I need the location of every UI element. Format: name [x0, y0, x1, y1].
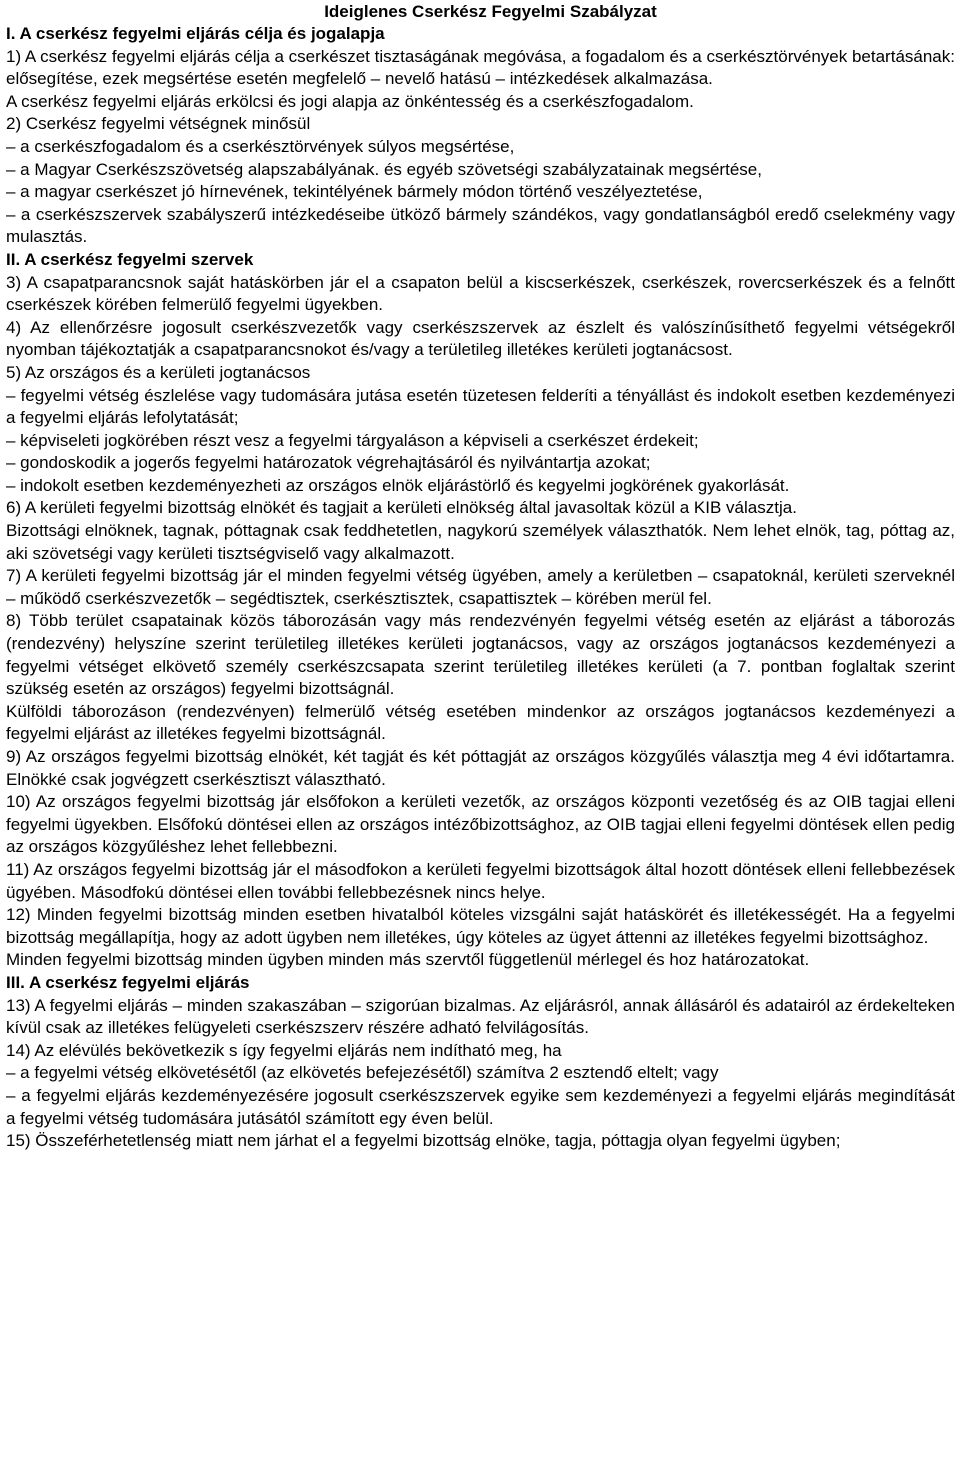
- paragraph: – képviseleti jogkörében részt vesz a fegyelmi tárgyaláson a képviseli a cserkészet érdekeit;: [6, 430, 699, 450]
- paragraph: – a fegyelmi eljárás kezdeményezésére jogosult cserkészszervek egyike sem kezdeményezi a fegyelmi eljárás megindítását a fegyelmi vétség tudomására jutásától számított egy éven belül.: [6, 1085, 955, 1128]
- document-body: [6, 23, 955, 1153]
- paragraph: 5) Az országos és a kerületi jogtanácsos: [6, 362, 311, 382]
- paragraph: – indokolt esetben kezdeményezheti az országos elnök eljárástörlő és kegyelmi jogkörének gyakorlását.: [6, 475, 790, 495]
- paragraph: 2) Cserkész fegyelmi vétségnek minősül: [6, 114, 311, 134]
- paragraph: 15) Összeférhetetlenség miatt nem járhat el a fegyelmi bizottság elnöke, tagja, póttagja olyan fegyelmi ügyben;: [6, 1131, 841, 1151]
- paragraph: Külföldi táborozáson (rendezvényen) felmerülő vétség esetében mindenkor az országos jogtanácsos kezdeményezi a fegyelmi eljárást az illetékes fegyelmi bizottságnál.: [6, 701, 955, 744]
- paragraph: 11) Az országos fegyelmi bizottság jár el másodfokon a kerületi fegyelmi bizottságok által hozott döntések elleni fellebbezések ügyében. Másodfokú döntései ellen további fellebbezésnek nincs helye.: [6, 859, 955, 902]
- paragraph: 4) Az ellenőrzésre jogosult cserkészvezetők vagy cserkészszervek az észlelt és valószínűsíthető fegyelmi vétségekről nyomban tájékoztatják a csapatparancsnokot és/vagy a területileg illetékes kerületi jogtanácsost.: [6, 317, 955, 360]
- paragraph: Bizottsági elnöknek, tagnak, póttagnak csak feddhetetlen, nagykorú személyek választhatók. Nem lehet elnök, tag, póttag az, aki szövetségi vagy kerületi tisztségviselő vagy alkalmazott.: [6, 521, 955, 563]
- paragraph: 10) Az országos fegyelmi bizottság jár elsőfokon a kerületi vezetők, az országos központi vezetőség és az OIB tagjai elleni fegyelmi ügyekben. Elsőfokú döntései ellen az országos intézőbizottsághoz, az OIB tagjai elleni fegyelmi döntések ellen pedig az országos közgyűléshez lehet fellebbezni.: [6, 792, 955, 857]
- paragraph: – a Magyar Cserkészszövetség alapszabályának. és egyéb szövetségi szabályzatainak megsértése,: [6, 159, 762, 179]
- paragraph: – a fegyelmi vétség elkövetésétől (az elkövetés befejezésétől) számítva 2 esztendő eltelt; vagy: [6, 1063, 719, 1083]
- paragraph: – a magyar cserkészet jó hírnevének, tekintélyének bármely módon történő veszélyeztetése,: [6, 182, 703, 202]
- paragraph: Minden fegyelmi bizottság minden ügyben minden más szervtől függetlenül mérlegel és hoz határozatokat.: [6, 950, 810, 970]
- section-heading: I. A cserkész fegyelmi eljárás célja és jogalapja: [6, 24, 385, 43]
- paragraph: – a cserkészfogadalom és a cserkésztörvények súlyos megsértése,: [6, 136, 515, 156]
- paragraph: 7) A kerületi fegyelmi bizottság jár el minden fegyelmi vétség ügyében, amely a kerületben – csapatoknál, kerületi szerveknél – működő cserkészvezetők – segédtisztek, cserkésztisztek, csapattisztek – körében merül fel.: [6, 566, 955, 608]
- paragraph: 12) Minden fegyelmi bizottság minden esetben hivatalból köteles vizsgálni saját hatáskörét és illetékességét. Ha a fegyelmi bizottság megállapítja, hogy az adott ügyben nem illetékes, úgy köteles az ügyet áttenni az illetékes fegyelmi bizottsághoz.: [6, 905, 955, 947]
- paragraph: A cserkész fegyelmi eljárás erkölcsi és jogi alapja az önkéntesség és a cserkészfogadalom.: [6, 91, 694, 111]
- paragraph: 13) A fegyelmi eljárás – minden szakaszában – szigorúan bizalmas. Az eljárásról, annak állásáról és adatairól az érdekelteken kívül csak az illetékes felügyeleti cserkészszerv részére adható felvilágosítás.: [6, 995, 955, 1038]
- paragraph: – fegyelmi vétség észlelése vagy tudomására jutása esetén tüzetesen felderíti a tényállást és indokolt esetben kezdeményezi a fegyelmi eljárás lefolytatását;: [6, 385, 955, 428]
- document-title: Ideiglenes Cserkész Fegyelmi Szabályzat: [324, 2, 657, 21]
- section-heading: II. A cserkész fegyelmi szervek: [6, 249, 254, 269]
- paragraph: – gondoskodik a jogerős fegyelmi határozatok végrehajtásáról és nyilvántartja azokat;: [6, 453, 651, 473]
- paragraph: 9) Az országos fegyelmi bizottság elnökét, két tagját és két póttagját az országos közgyűlés választja meg 4 évi időtartamra. Elnökké csak jogvégzett cserkésztiszt választható.: [6, 747, 955, 789]
- paragraph: 1) A cserkész fegyelmi eljárás célja a cserkészet tisztaságának megóvása, a fogadalom és a cserkésztörvények betartásának: elősegítése, ezek megsértése esetén megfelelő – nevelő hatású – intézkedések alkalmazása.: [6, 46, 955, 89]
- paragraph: 8) Több terület csapatainak közös táborozásán vagy más rendezvényén fegyelmi vétség esetén az eljárást a táborozás (rendezvény) helyszíne szerint területileg illetékes kerületi jogtanácsos, vagy az országos jogtanácsos kezdeményezi a fegyelmi vétséget elkövető személy cserkészcsapata szerint területileg illetékes kerületi (a 7. pontban foglaltak szerint szükség esetén az országos) fegyelmi bizottságnál.: [6, 611, 955, 699]
- paragraph: 14) Az elévülés bekövetkezik s így fegyelmi eljárás nem indítható meg, ha: [6, 1040, 562, 1060]
- paragraph: – a cserkészszervek szabályszerű intézkedéseibe ütköző bármely szándékos, vagy gondatlanságból eredő cselekmény vagy mulasztás.: [6, 204, 955, 247]
- section-heading: III. A cserkész fegyelmi eljárás: [6, 972, 250, 992]
- paragraph: 3) A csapatparancsnok saját hatáskörben jár el a csapaton belül a kiscserkészek, cserkészek, rovercserkészek és a felnőtt cserkészek körében felmerülő fegyelmi ügyekben.: [6, 272, 955, 315]
- paragraph: 6) A kerületi fegyelmi bizottság elnökét és tagjait a kerületi elnökség által javasoltak közül a KIB választja.: [6, 498, 797, 518]
